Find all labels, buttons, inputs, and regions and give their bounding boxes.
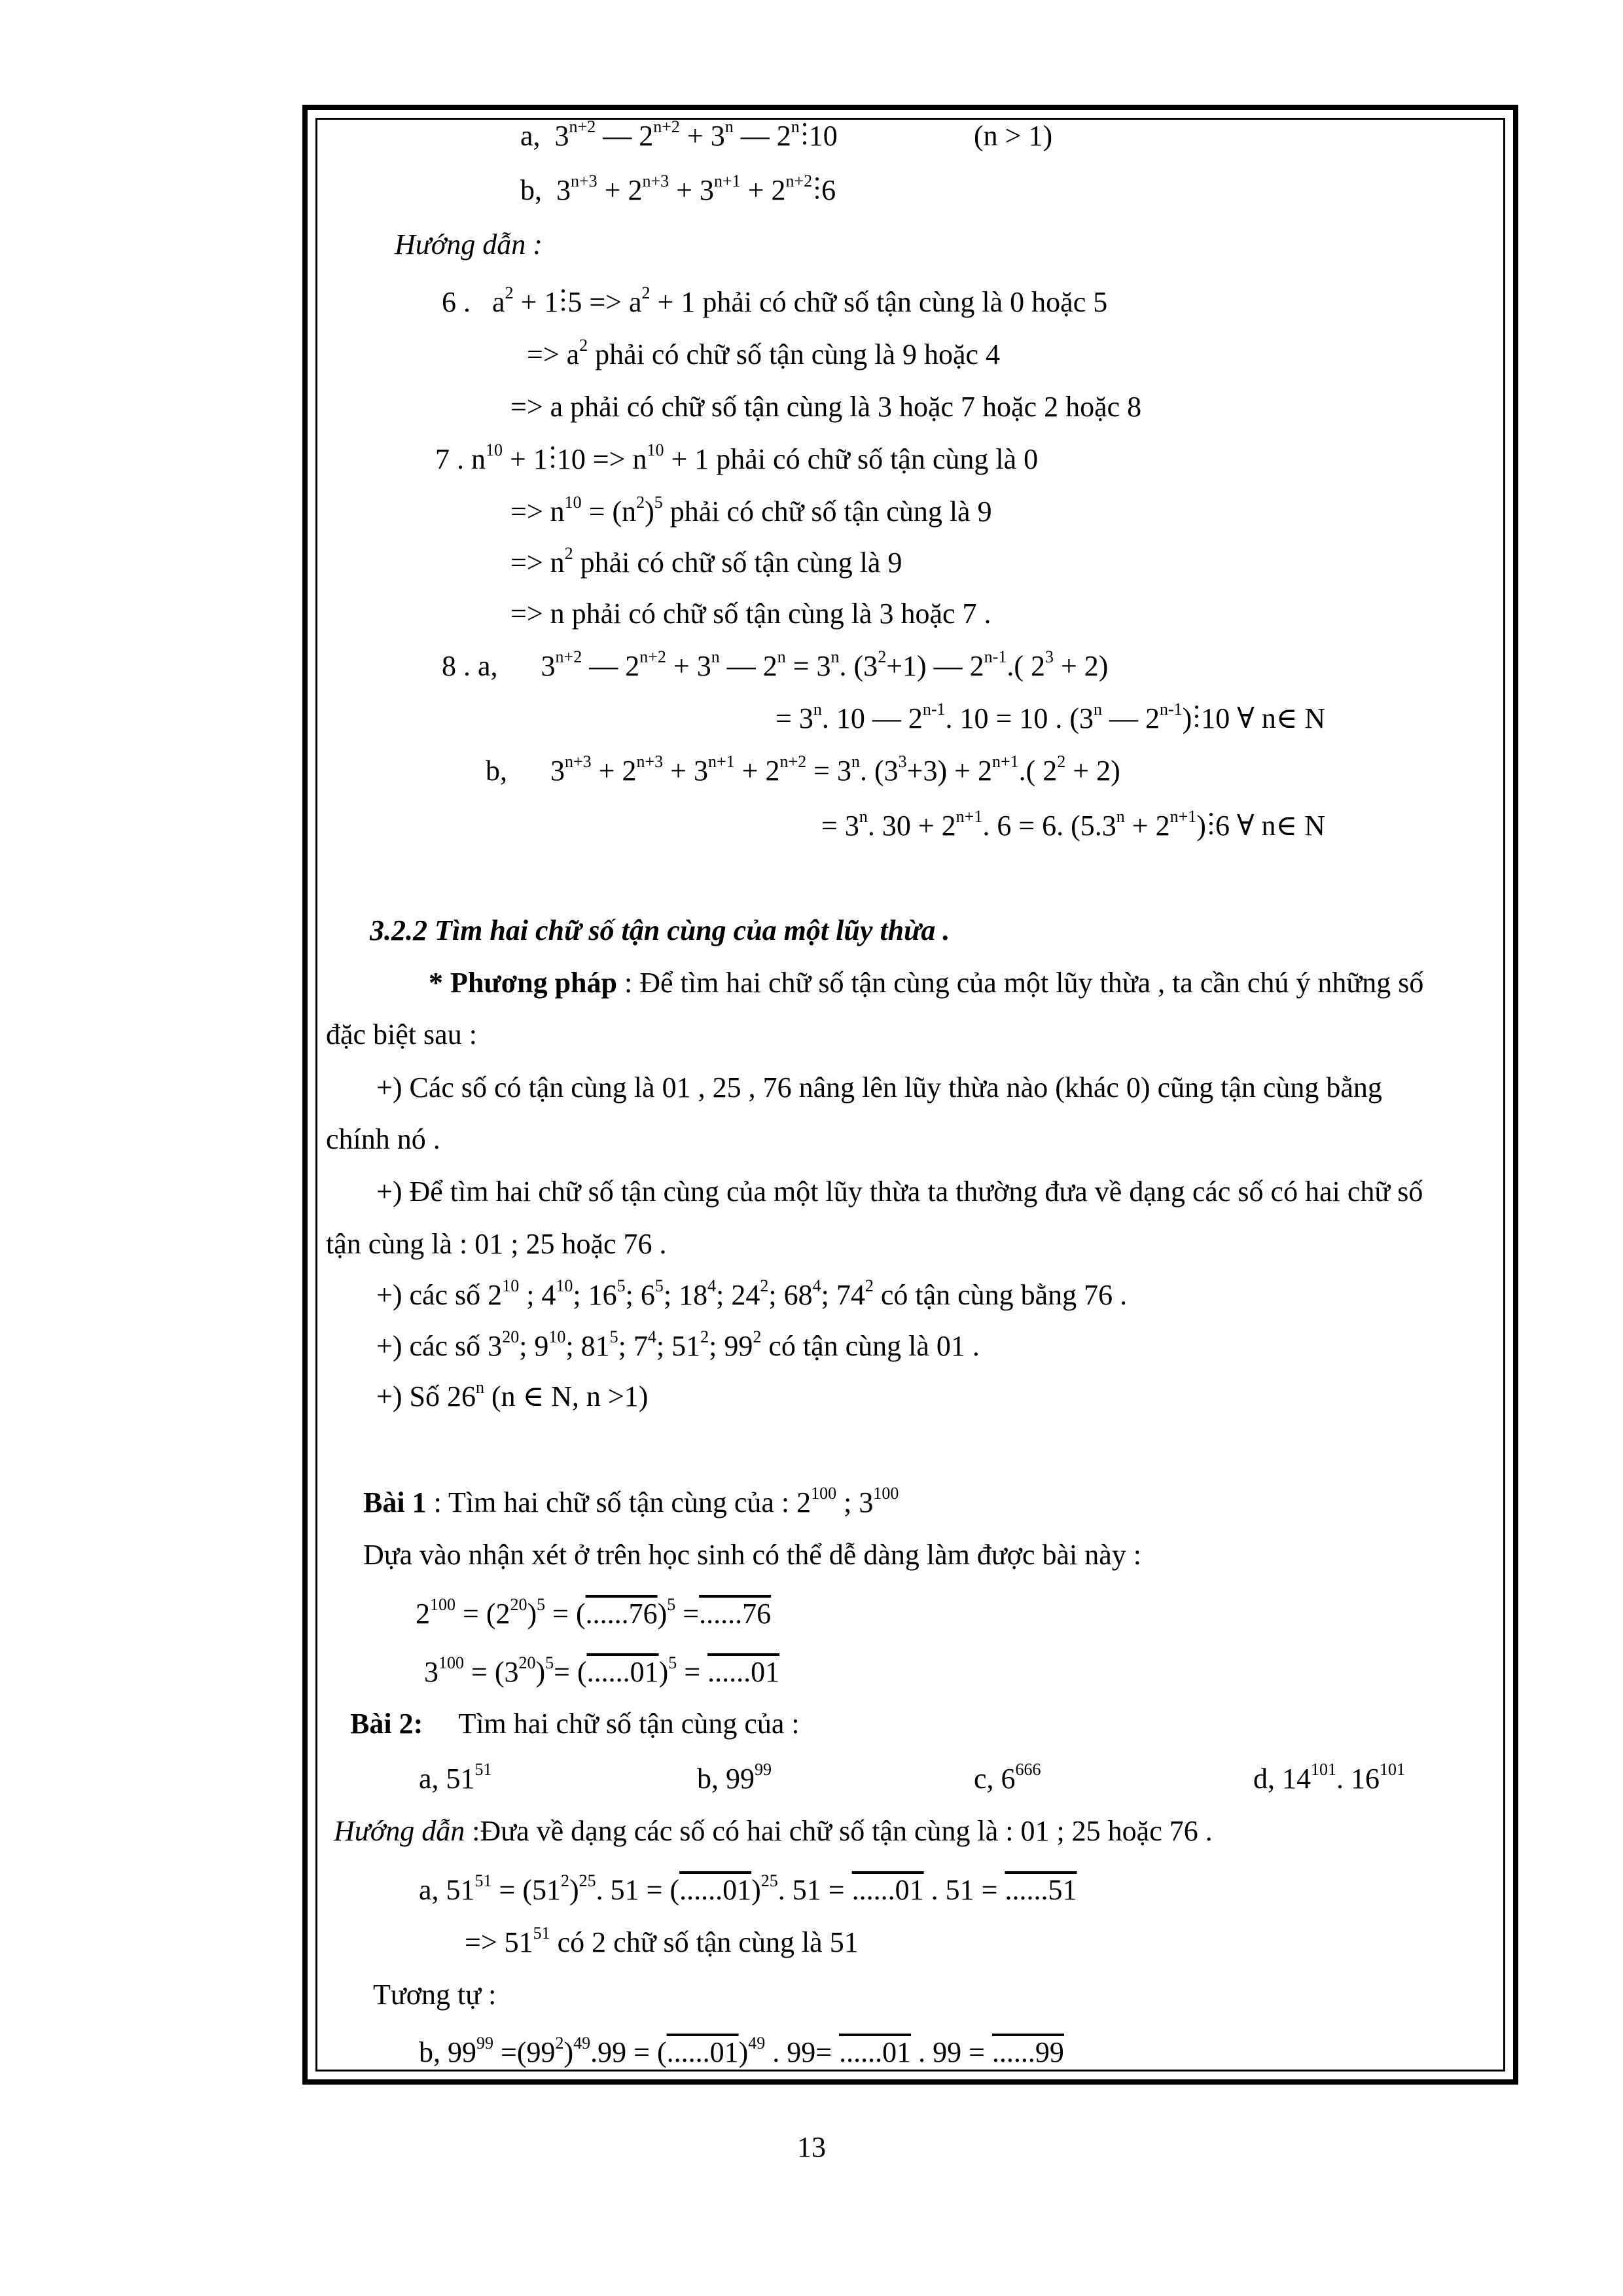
problem-condition: (n > 1) <box>974 120 1053 152</box>
method-line: * Phương pháp : Để tìm hai chữ số tận cùng của một lũy thừa , ta cần chú ý những số <box>429 967 1424 999</box>
bai2-option-a: a, $51^{51}$ <box>419 1760 492 1795</box>
guide-6-line-2: => $a^2$ phải có chữ số tận cùng là 9 hoặc 4 <box>527 336 1001 370</box>
bai1-equation-2: $3^{100} = (3^{20})^5= (......01)^5 = ......01$ <box>424 1653 780 1688</box>
bai2-option-d: d, $14^{101}$. $16^{101}$ <box>1253 1760 1405 1795</box>
divides-symbol <box>815 176 819 202</box>
bai2-solution-b: b, $99^{99} =(99^2)^{49}.99 = (......01)^{49}$ . 99= ......01 . 99 = ......99 <box>419 2034 1064 2068</box>
section-title: 3.2.2 Tìm hai chữ số tận cùng của một lũy thừa . <box>370 914 950 946</box>
bullet-5: +) Số 26$^n$ (n ∈ N, n >1) <box>376 1378 649 1412</box>
guide-7-line-2: => $n^{10} = (n^2)^5$ phải có chữ số tận cùng là 9 <box>510 493 992 528</box>
bai2-similar: Tương tự : <box>373 1979 497 2011</box>
guide-7-line-3: => $n^2$ phải có chữ số tận cùng là 9 <box>510 544 902 579</box>
guide-heading: Hướng dẫn : <box>395 228 543 260</box>
guide-7-line-1: 7 . $n^{10} + 1$ $10 => n^{10} + 1$ phải có chữ số tận cùng là 0 <box>435 440 1039 475</box>
bai2-option-c: c, $6^{666}$ <box>974 1760 1041 1795</box>
problem-line-a: a, $3^{n+2}$ — $2^{n+2} + 3^n$ — 2$^n$ 10 <box>520 117 838 152</box>
problem-line-b: b, $3^{n+3} + 2^{n+3} + 3^{n+1} + 2^{n+2}$ 6 <box>520 171 836 206</box>
bai2-statement: Bài 2: Tìm hai chữ số tận cùng của : <box>350 1708 800 1740</box>
guide-8-line-3: b, $3^{n+3} + 2^{n+3} + 3^{n+1} + 2^{n+2} = 3^n$. $(3^3+3) + 2^{n+1}$.( $2^2 + 2$) <box>486 752 1120 787</box>
guide-6-line-1: 6 . $a^2 + 1$ $5 => a^2 + 1$ phải có chữ số tận cùng là 0 hoặc 5 <box>442 283 1108 318</box>
bullet-3: +) các số $2^{10}$ ; $4^{10}$; $16^5$; $6^5$; $18^4$; $24^2$; $68^4$; $74^2$ có tận cùng bằng 76 . <box>376 1276 1128 1311</box>
bai2-guide: Hướng dẫn :Đưa về dạng các số có hai chữ số tận cùng là : 01 ; 25 hoặc 76 . <box>334 1815 1213 1847</box>
divides-symbol <box>802 122 806 148</box>
bai1-statement: Bài 1 : Tìm hai chữ số tận cùng của : $2^{100}$ ; $3^{100}$ <box>363 1484 899 1518</box>
divides-symbol <box>561 288 565 314</box>
guide-7-line-4: => n phải có chữ số tận cùng là 3 hoặc 7 . <box>510 598 991 630</box>
bullet-4: +) các số $3^{20}$; $9^{10}$; $81^5$; $7^4$; $51^2$; $99^2$ có tận cùng là 01 . <box>376 1327 980 1362</box>
bai2-solution-a-conclusion: => $51^{51}$ có 2 chữ số tận cùng là 51 <box>465 1924 859 1958</box>
bai2-solution-a: a, $51^{51} = (51^2)^{25}$. $51 = (......01)^{25}$. 51 = ......01 . 51 = ......51 <box>419 1871 1077 1906</box>
bai2-option-b: b, $99^{99}$ <box>697 1760 772 1795</box>
divides-symbol <box>1194 704 1198 730</box>
page-number: 13 <box>797 2131 826 2163</box>
bai1-equation-1: $2^{100} = (2^{20})^5 = (......76)^5 =......76$ <box>416 1595 772 1630</box>
bullet-2-cont: tận cùng là : 01 ; 25 hoặc 76 . <box>326 1228 667 1260</box>
guide-8-line-1: 8 . a, $3^{n+2}$ — $2^{n+2} + 3^n$ — $2^n = 3^n$. $(3^2+1)$ — 2$^{n-1}$.( $2^3 + 2$) <box>442 647 1109 682</box>
bullet-2: +) Để tìm hai chữ số tận cùng của một lũy thừa ta thường đưa về dạng các số có hai chữ số <box>376 1175 1423 1208</box>
bai1-remark: Dựa vào nhận xét ở trên học sinh có thể dễ dàng làm được bài này : <box>363 1539 1141 1571</box>
divides-symbol <box>1209 812 1213 838</box>
bullet-1-cont: chính nó . <box>326 1123 440 1155</box>
bullet-1: +) Các số có tận cùng là 01 , 25 , 76 nâng lên lũy thừa nào (khác 0) cũng tận cùng bằng <box>376 1071 1382 1103</box>
method-line-cont: đặc biệt sau : <box>326 1018 477 1050</box>
divides-symbol <box>550 445 554 471</box>
guide-6-line-3: => a phải có chữ số tận cùng là 3 hoặc 7 hoặc 2 hoặc 8 <box>510 391 1142 423</box>
guide-8-line-4: = $3^n$. $30 + 2^{n+1}$. 6 = 6. $(5.3^n + 2^{n+1})$ 6 ∀ n∈ N <box>821 807 1325 842</box>
guide-8-line-2: = $3^n$. 10 — 2$^{n-1}$. 10 = 10 . (3$^n$ — 2$^{n-1}$) 10 ∀ n∈ N <box>776 700 1326 734</box>
